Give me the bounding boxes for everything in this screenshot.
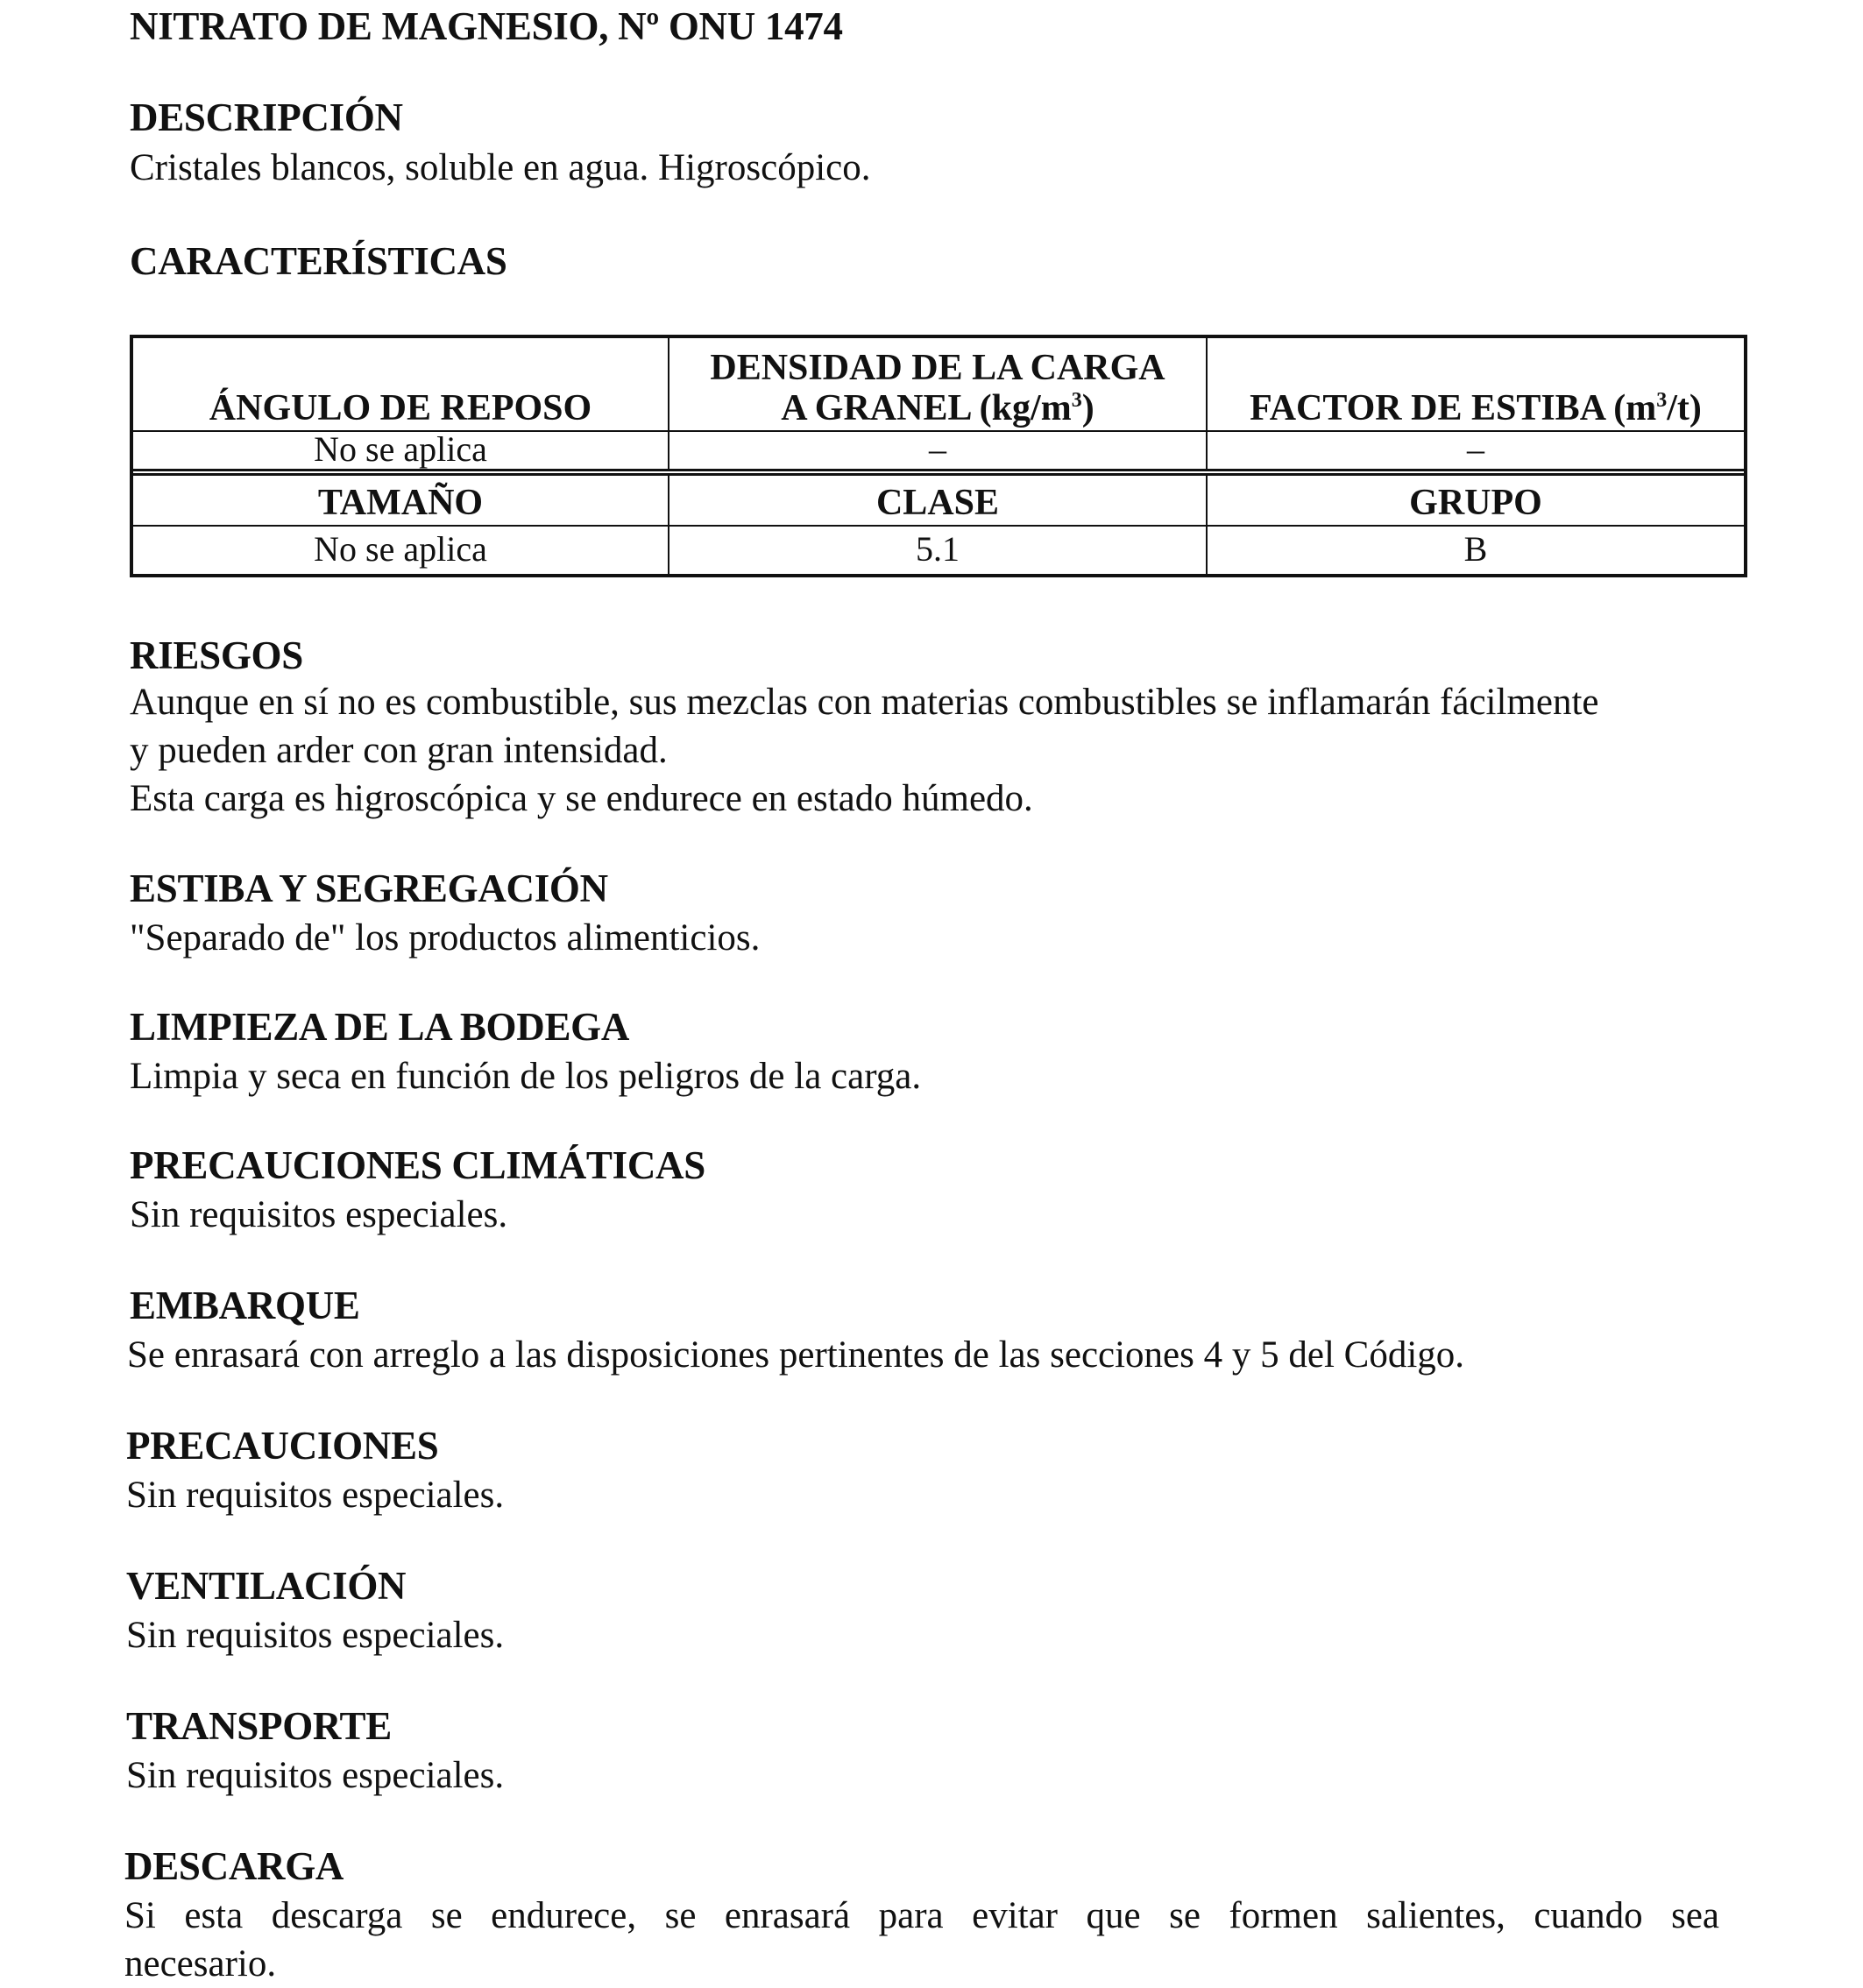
limpieza-text: Limpia y seca en función de los peligros de la carga. [130, 1056, 922, 1097]
header-grupo: GRUPO [1409, 483, 1542, 523]
table-header-row [133, 338, 1744, 432]
header-densidad-end: ) [1081, 388, 1094, 428]
header-factor-sup: 3 [1656, 389, 1668, 412]
table-header-row [133, 476, 1744, 527]
estiba-text: "Separado de" los productos alimenticios. [130, 917, 761, 959]
riesgos-line1: Aunque en sí no es combustible, sus mezclas con materias combustibles se inflamarán fácilmente [130, 682, 1599, 723]
table-row [133, 527, 1744, 574]
table-row [133, 429, 1744, 476]
value-clase: 5.1 [669, 527, 1208, 574]
transporte-heading: TRANSPORTE [126, 1704, 392, 1748]
value-tamano: No se aplica [133, 527, 669, 574]
value-grupo: B [1463, 529, 1488, 569]
estiba-heading: ESTIBA Y SEGREGACIÓN [130, 867, 608, 910]
header-factor-text: FACTOR DE ESTIBA (m [1250, 388, 1657, 428]
header-factor-end: /t) [1667, 388, 1702, 428]
header-factor-de-estiba [1208, 338, 1744, 430]
riesgos-line2: y pueden arder con gran intensidad. [130, 730, 668, 771]
riesgos-heading: RIESGOS [130, 633, 303, 677]
value-densidad: – [669, 432, 1208, 469]
ventilacion-heading: VENTILACIÓN [126, 1564, 407, 1608]
embarque-heading: EMBARQUE [130, 1284, 360, 1327]
limpieza-heading: LIMPIEZA DE LA BODEGA [130, 1005, 630, 1049]
header-tamano: TAMAÑO [133, 476, 669, 525]
header-angulo-de-reposo: ÁNGULO DE REPOSO [133, 338, 669, 430]
descripcion-heading: DESCRIPCIÓN [130, 96, 403, 139]
embarque-text: Se enrasará con arreglo a las disposiciones pertinentes de las secciones 4 y 5 del Código. [127, 1334, 1465, 1376]
descarga-line1: Si esta descarga se endurece, se enrasará para evitar que se formen salientes, cuando sea [124, 1895, 1719, 1936]
ventilacion-text: Sin requisitos especiales. [126, 1615, 505, 1656]
value-factor: – [1467, 429, 1484, 469]
descripcion-text: Cristales blancos, soluble en agua. Higroscópico. [130, 147, 871, 188]
header-densidad-line1: DENSIDAD DE LA CARGA [710, 348, 1165, 388]
riesgos-line3: Esta carga es higroscópica y se endurece en estado húmedo. [130, 778, 1033, 819]
header-densidad-line2: A GRANEL (kg/m [781, 388, 1072, 428]
transporte-text: Sin requisitos especiales. [126, 1755, 505, 1796]
caracteristicas-heading: CARACTERÍSTICAS [130, 239, 507, 283]
characteristics-table [130, 335, 1747, 577]
header-clase: CLASE [669, 476, 1208, 525]
precauciones-heading: PRECAUCIONES [126, 1424, 439, 1468]
climaticas-text: Sin requisitos especiales. [130, 1194, 508, 1235]
climaticas-heading: PRECAUCIONES CLIMÁTICAS [130, 1143, 705, 1187]
descarga-heading: DESCARGA [124, 1844, 344, 1888]
precauciones-text: Sin requisitos especiales. [126, 1475, 505, 1516]
descarga-line2: necesario. [124, 1943, 277, 1984]
value-angulo: No se aplica [133, 432, 669, 469]
document-title: NITRATO DE MAGNESIO, Nº ONU 1474 [130, 4, 843, 48]
header-densidad-sup: 3 [1071, 389, 1082, 412]
descarga-text [124, 1892, 1719, 1988]
header-densidad [669, 338, 1208, 430]
